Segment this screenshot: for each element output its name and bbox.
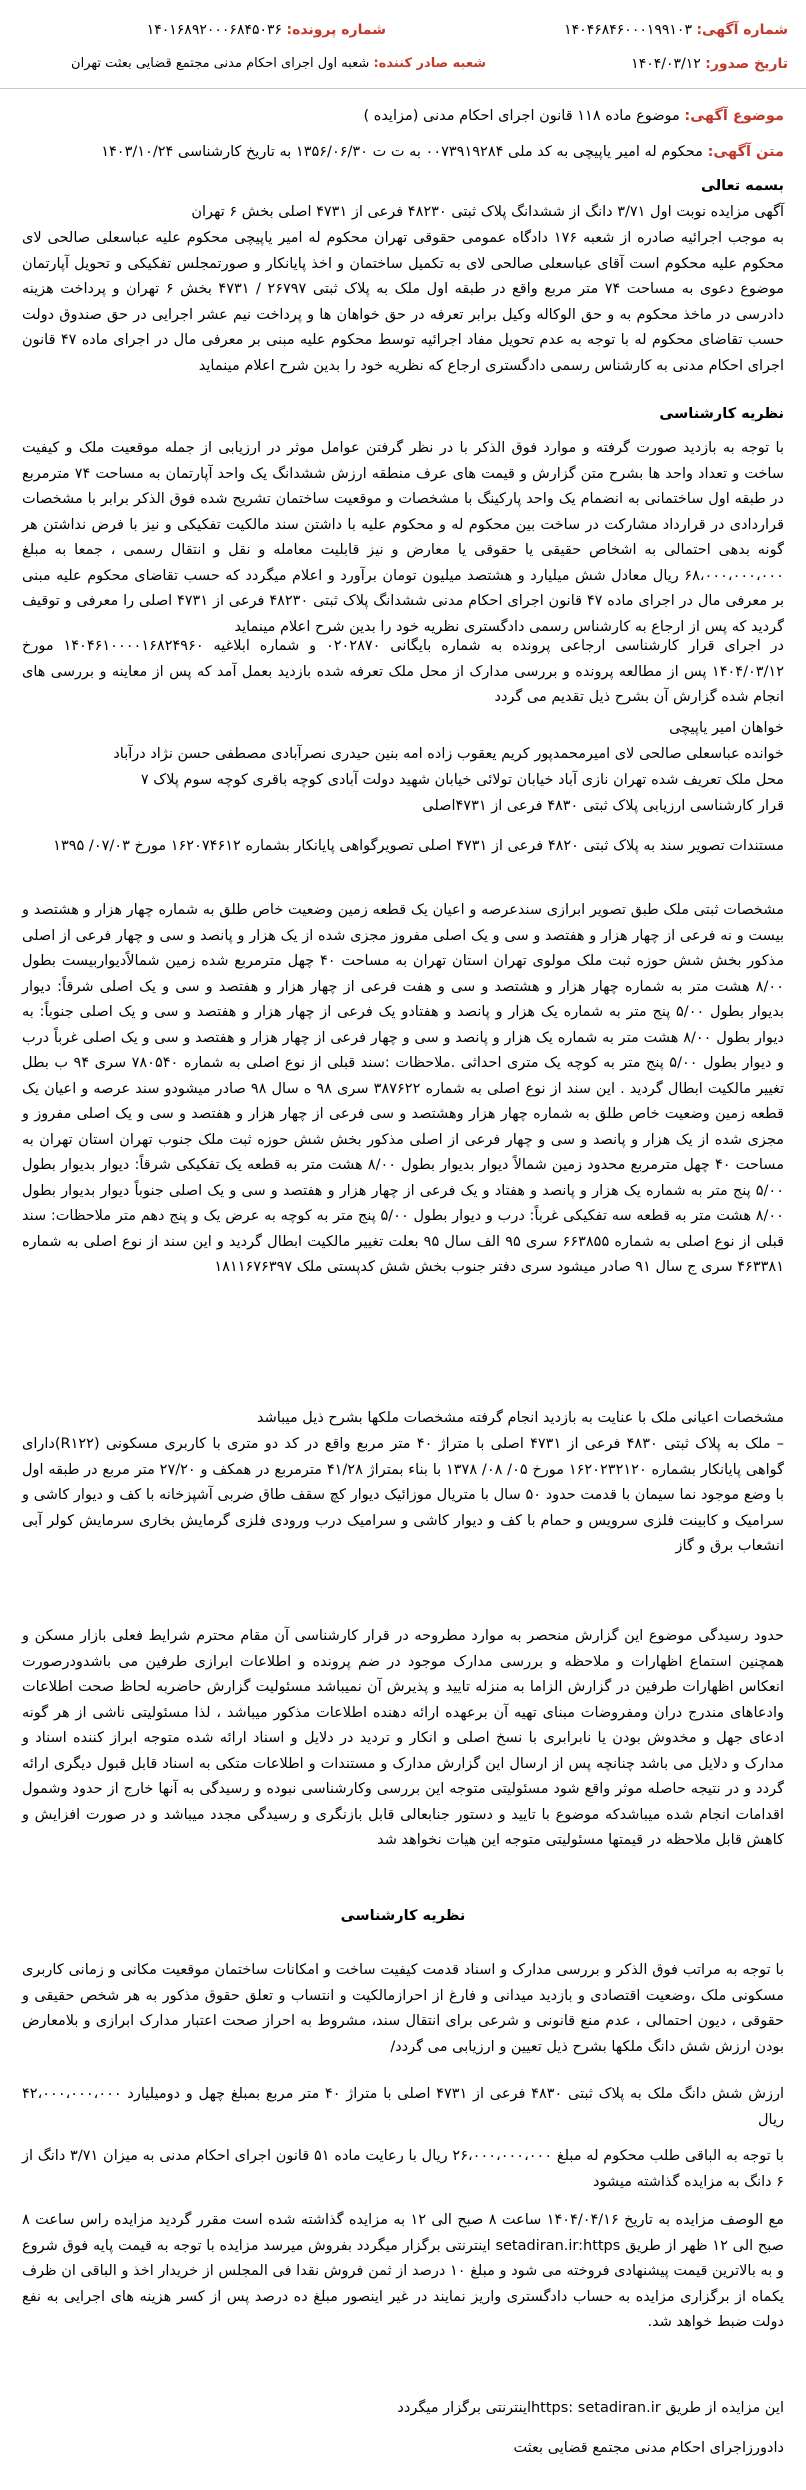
referral-paragraph: در اجرای قرار کارشناسی ارجاعی پرونده به شماره بایگانی ۰۲۰۲۸۷۰ و شماره ابلاغیه ۱۴۰۴۶۱۰۰۰۰۱۶۸۲۴۹۶۰ مورخ ۱۴۰۴/۰۳/۱۲ پس از مطالعه پرونده و بررسی مدارک از محل ملک تعرفه شده بازدید بعمل آمد که پس از معاینه و بررسی های انجام شده گزارش آن بشرح ذیل تقدیم می گردد xyxy=(22,638,784,705)
subject-value: موضوع ماده ۱۱۸ قانون اجرای احکام مدنی (مزایده ) xyxy=(363,108,680,124)
notice-number-label: شماره آگهی: xyxy=(696,22,788,38)
notice-header xyxy=(0,0,806,89)
remaining-claim: با توجه به الباقی طلب محکوم له مبلغ ۲۶،۰۰۰،۰۰۰،۰۰۰ ریال با رعایت ماده ۵۱ قانون اجرای احکام مدنی به میزان ۳/۷۱ دانگ از ۶ دانگ به مزایده گذاشته میشود xyxy=(22,2148,784,2190)
issue-date: ۱۴۰۴/۰۳/۱۲ xyxy=(631,56,701,72)
branch-row xyxy=(71,56,486,71)
expert-opinion-heading-2: نظریه کارشناسی xyxy=(340,1908,466,1924)
notice-number: ۱۴۰۴۶۸۴۶۰۰۰۱۹۹۱۰۳ xyxy=(564,22,692,38)
auction-terms: مع الوصف مزایده به تاریخ ۱۴۰۴/۰۴/۱۶ ساعت ۸ صبح الی ۱۲ به مزایده گذاشته شده است مقرر گردید مزایده راس ساعت ۸ صبح الی ۱۲ ظهر از طریق setadiran.ir:https اینترنتی برگزار میگردد بفروش میرسد مزایده با توجه به قیمت پایه فوق شروع و به بالاترین قیمت پیشنهادی فروخته می شود و مبلغ ۱۰ درصد از ثمن فروش نقدا فی المجلس از خریدار اخذ و الباقی ان ظرف یکماه از برگزاری مزایده به حساب دادگستری واریز نمایند در غیر اینصور مبلغ ده درصد پس از کسر هزینه های اجرایی به نفع دولت ضبط خواهد شد. xyxy=(22,2212,784,2330)
property-location-row: محل ملک تعریف شده تهران نازی آباد خیابان تولائی خیابان شهید دولت آبادی کوچه باقری کوچه سوم پلاک ۷ xyxy=(140,772,784,788)
case-number: ۱۴۰۱۶۸۹۲۰۰۰۶۸۴۵۰۳۶ xyxy=(146,22,283,38)
documents-row: مستندات تصویر سند به پلاک ثبتی ۴۸۲۰ فرعی از ۴۷۳۱ اصلی تصویرگواهی پایانکار بشماره ۱۶۲۰۷۴۶۱۲ مورخ ۰۷/۰۳/ ۱۳۹۵ xyxy=(53,838,784,854)
branch-name: شعبه اول اجرای احکام مدنی مجتمع قضایی بعثت تهران xyxy=(71,56,370,71)
notice-text-label: متن آگهی: xyxy=(707,144,784,160)
auction-title: آگهی مزایده نوبت اول ۳/۷۱ دانگ از ششدانگ پلاک ثبتی ۴۸۲۳۰ فرعی از ۴۷۳۱ اصلی بخش ۶ تهران xyxy=(191,204,784,220)
final-assessment: با توجه به مراتب فوق الذکر و بررسی مدارک و اسناد قدمت کیفیت ساخت و امکانات ساختمان موقعیت مکانی و زمانی کاربری مسکونی ملک ،وضعیت اقتصادی و بازدید میدانی و فارغ از احرازمالکیت و انتساب و تعلق حقوق مذکور به هر شخص حقیقی و حقوقی ، دیون احتمالی ، عدم منع قانونی و شرعی برای انتقال سند، مشروط به احراز صحت اعتبار مدارک ابرازی و بلامعارض بودن ارزش شش دانگ ملکها بشرح ذیل تعیین و ارزیابی می گردد/ xyxy=(22,1962,784,2055)
notice-intro-text: محکوم له امیر یاپیچی به کد ملی ۰۰۷۳۹۱۹۲۸۴ به ت ت ۱۳۵۶/۰۶/۳۰ به تاریخ کارشناسی ۱۴۰۳/۱۰/۲۴ xyxy=(101,144,703,160)
plaintiff-row: خواهان امیر یاپیچی xyxy=(669,720,784,736)
subject-label: موضوع آگهی: xyxy=(684,108,784,124)
building-specs: – ملک به پلاک ثبتی ۴۸۳۰ فرعی از ۴۷۳۱ اصلی با متراژ ۴۰ متر مربع واقع در کد دو متری با کاربری مسکونی (R۱۲۲)دارای گواهی پایانکار بشماره ۱۶۲۰۲۳۲۱۲۰ مورخ ۰۵/ ۰۸/ ۱۳۷۸ با بناء بمتراژ ۴۱/۲۸ مترمربع در همکف و ۲۷/۲۰ متر مربع در طبقه اول با وضع موجود نما سیمان با قدمت حدود ۵۰ سال با متریال موزائیک دیوار کچ سقف طاق ضربی آشپزخانه با کف و دیوار کاشی و سرامیک و کابینت فلزی سرویس و حمام با کف و دیوار کاشی و سرامیک درب ورودی فلزی گرمایش بخاری سرمایش کولر آبی انشعاب برق و گاز xyxy=(22,1436,785,1554)
registration-details: مشخصات ثبتی ملک طبق تصویر ابرازی سندعرصه و اعیان یک قطعه زمین وضعیت خاص طلق به شماره چهار هزار و هشتصد و بیست و نه فرعی از چهار هزار و هفتصد و سی و یک اصلی مفروز مجزی شده از یک هزار و پانصد و سی و چهار فرعی از اصلی مذکور بخش شش حوزه ثبت ملک مولوی تهران استان تهران به مساحت ۴۰ چهل مترمربع شده زمین شمالاًدیواربیست بطول ۸/۰۰ هشت متر به شماره چهار هزار و هشتصد و سی و هفت فرعی از چهار هزار و هفتصد و سی و یک اصلی شرقاً: دیوار بدیوار بطول ۵/۰۰ پنج متر به شماره یک هزار و پانصد و هفتادو یک فرعی از چهار هزار و هفتصد و سی و یک اصلی جنوباً: به دیوار بطول ۸/۰۰ هشت متر به شماره یک هزار و پانصد و سی و چهار فرعی از چهار هزار و هفتصد و سی و یک اصلی غرباً درب و دیوار بطول ۵/۰۰ پنج متر به کوچه یک متری احداثی .ملاحظات :سند قبلی از نوع اصلی به شماره ۷۸۰۵۴۰ سری ۹۴ ب بطل تغییر مالکیت ابطال گردید . این سند از نوع اصلی به شماره ۳۸۷۶۲۲ سری ۹۸ ه سال ۹۸ صادر میشودو سند عرصه و اعیان یک قطعه زمین وضعیت خاص طلق به شماره چهار هزار وهشتصد و سی فرعی از چهار هزار و هفتصد و سی و یک اصلی مفروز و مجزی شده از یک هزار و پانصد و سی و چهار فرعی از اصلی مذکور بخش شش حوزه ثبت ملک جنوب تهران استان تهران به مساحت ۴۰ چهل مترمربع محدود زمین شمالاً دیوار بدیوار بطول ۸/۰۰ هشت متر به قطعه یک تفکیکی شرقاً: دیوار بدیوار بطول ۵/۰۰ پنج متر به شماره یک هزار و پانصد و هفتاد و یک فرعی از چهار هزار و هفتصد و سی و یک اصلی جنوباً دیوار بدیوار بطول ۸/۰۰ هشت متر به قطعه سه تفکیکی غرباً: درب و دیوار بطول ۵/۰۰ پنج متر به کوچه به عرض یک و پنج دهم متر ملاحظات: سند قبلی از نوع اصلی به شماره ۶۶۳۸۵۵ سری ۹۵ الف سال ۹۵ بعلت تغییر مالکیت ابطال گردید و این سند از نوع اصلی به شماره ۴۶۳۳۸۱ سری ج سال ۹۱ صادر میشود سری دفتر جنوب بخش شش کدپستی ملک ۱۸۱۱۶۷۶۳۹۷ xyxy=(22,902,785,1275)
valuation-paragraph: با توجه به بازدید صورت گرفته و موارد فوق الذکر با در نظر گرفتن عوامل موثر در ارزیابی از جمله موقعیت ملک و کیفیت ساخت و تعداد واحد ها بشرح متن گزارش و قیمت های عرف منطقه ارزش ششدانگ یک واحد آپارتمان به مساحت ۷۴ مترمربع در طبقه اول ساختمانی به انضمام یک واحد پارکینگ با مشخصات و موقعیت ساختمان تشریح شده فوق الذکر برابر با مشخصات قراردادی در قرارداد مشارکت در ساخت بین محکوم له و محکوم علیه با داشتن سند مالکیت تفکیکی و نیز با فرض نداشتن هر گونه بدهی احتمالی به اشخاص حقیقی یا حقوقی یا معارض و نیز قابلیت معامله و نقل و انتقال رسمی ، جمعا به مبلغ ۶۸،۰۰۰،۰۰۰،۰۰۰ ریال معادل شش میلیارد و هشتصد میلیون تومان برآورد و اعلام میگردد که حسب تقاضای محکوم علیه مبنی بر معرفی مال در اجرای ماده ۴۷ قانون اجرای احکام مدنی ششدانگ پلاک ثبتی ۴۸۲۳۰ فرعی از ۴۷۳۱ اصلی را معرفی و توقیف گردید که پس از ارجاع به کارشناس رسمی دادگستری نظریه خود را بدین شرح اعلام مینماید xyxy=(22,440,784,635)
scope-paragraph: حدود رسیدگی موضوع این گزارش منحصر به موارد مطروحه در قرار کارشناسی آن مقام محترم شرایط فعلی بازار مسکن و همچنین استماع اظهارات و ملاحظه و بررسی مدارک موجود در ضم پرونده و اطلاعات ابرازی طرفین می باشدودرصورت انعکاس اظهارات طرفین در گزارش الزاما به منزله تایید و پذیرش آن نمیباشد مسئولیت گزارش حاضربه لحاظ صحت اطلاعات وادعاهای مندرج دران ومفروضات مبنای تهیه آن برعهده ارائه دهنده اطلاعات مذکور میباشد ، لذا مسئولیتی ناشی از هر گونه ادعای جهل و مخدوش بودن یا نابرابری با نسخ اصلی و انکار و تردید در دلایل و اسناد ارائه شده متوجه ابراز کننده اسناد و مدارک و دلایل می باشد چنانچه پس از ارسال این گزارش مدارک و مستندات و اطلاعات متکی به اسناد قابل قبول دیگری ارائه گردد و در نتیجه حاصله موثر واقع شود مسئولیتی متوجه این بررسی وکارشناسی نبوده و رسیدگی به آنها خارج از حدود وشمول اقدامات انجام شده میباشدکه موضوع با تایید و دستور جنابعالی قابل بازنگری و رسیدگی مجدد میباشد و در صورت افزایش و کاهش قابل ملاحظه در قیمتها مسئولیتی متوجه این هیات نخواهد شد xyxy=(22,1628,784,1848)
case-number-label: شماره پرونده: xyxy=(286,22,386,38)
issue-date-row xyxy=(631,56,788,72)
defendants-row: خوانده عباسعلی صالحی لای امیرمحمدپور کریم یعقوب زاده امه بنین حیدری نصرآبادی مصطفی حسن نژاد درآباد xyxy=(113,746,784,762)
expert-opinion-heading-1: نظریه کارشناسی xyxy=(659,406,784,422)
notice-number-row xyxy=(564,22,788,38)
issue-date-label: تاریخ صدور: xyxy=(705,56,788,72)
branch-label: شعبه صادر کننده: xyxy=(373,56,486,71)
property-value: ارزش شش دانگ ملک به پلاک ثبتی ۴۸۳۰ فرعی از ۴۷۳۱ اصلی با متراژ ۴۰ متر مربع بمبلغ چهل و دومیلیارد ۴۲،۰۰۰،۰۰۰،۰۰۰ ریال xyxy=(22,2086,785,2128)
basmala: بسمه تعالی xyxy=(701,178,784,194)
notice-intro xyxy=(22,140,784,166)
building-specs-heading: مشخصات اعیانی ملک با عنایت به بازدید انجام گرفته مشخصات ملکها بشرح ذیل میباشد xyxy=(257,1410,784,1426)
signature-line: دادورزاجرای احکام مدنی مجتمع قضایی بعثت xyxy=(513,2440,784,2456)
subject-row xyxy=(22,104,784,130)
case-number-row xyxy=(147,22,386,38)
auction-website: این مزایده از طریق https: setadiran.irاینترنتی برگزار میگردد xyxy=(397,2400,784,2416)
execution-paragraph: به موجب اجرائیه صادره از شعبه ۱۷۶ دادگاه عمومی حقوقی تهران محکوم له امیر یاپیچی محکوم علیه عباسعلی صالحی لای محکوم علیه محکوم است آقای عباسعلی صالحی لای به تکمیل ساختمان و اخذ پایانکار و صورتمجلس تفکیکی و تحویل آپارتمان موضوع دعوی به مساحت ۷۴ متر مربع واقع در طبقه اول ملک به پلاک ثبتی ۲۶۷۹۷ / ۴۷۳۱ بخش ۶ تهران و پرداخت هزینه دادرسی در ماخذ محکوم به و حق الوکاله وکیل برابر تعرفه در حق خواهان ها و پرداخت نیم عشر اجرایی در حق صندوق دولت حسب تقاضای محکوم له با توجه به عدم تحویل مفاد اجرائیه توسط محکوم علیه مبنی بر معرفی مال در اجرای ماده ۴۷ قانون اجرای احکام مدنی به کارشناس رسمی دادگستری ارجاع که نظریه خود را بدین شرح اعلام مینماید xyxy=(22,230,785,374)
valuation-order-row: قرار کارشناسی ارزیابی پلاک ثبتی ۴۸۳۰ فرعی از ۴۷۳۱اصلی xyxy=(422,798,784,814)
